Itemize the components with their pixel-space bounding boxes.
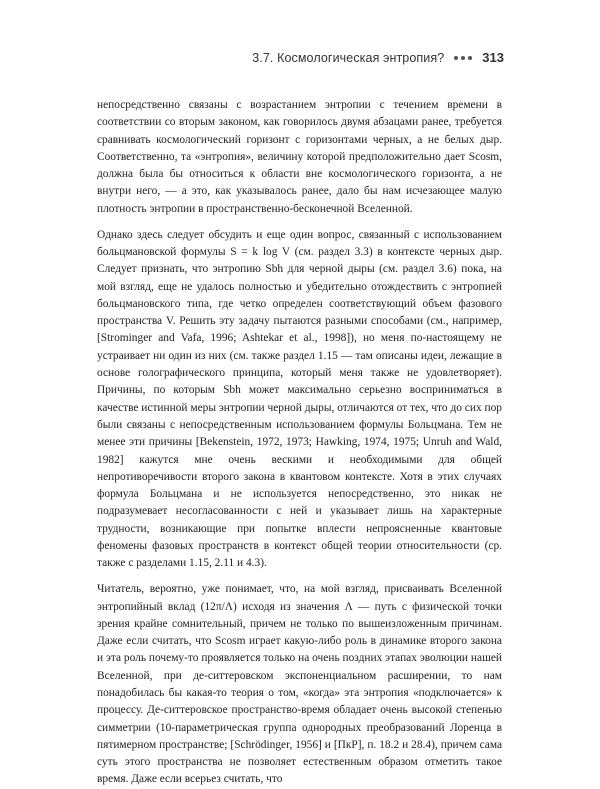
page-number: 313 [482, 50, 504, 65]
paragraph-1: непосредственно связаны с возрастанием энтропии с течением времени в соответствии со вторым законом, как говорилось двумя абзацами ранее, требуется сравнивать космологический горизонт с горизонтами черных, а не белых дыр. Соответственно, та «энтропия», величину которой предположительно дает Scosm, должна была бы относиться к области вне космологического горизонта, а не внутри него, — а это, как указывалось ранее, дало бы нам исчезающее малую плотность энтропии в пространственно-бесконечной Вселенной. [97, 99, 502, 215]
header-dots-ornament [454, 56, 472, 60]
section-title: 3.7. Космологическая энтропия? [252, 51, 445, 65]
paragraph-2: Однако здесь следует обсудить и еще один вопрос, связанный с использованием больцмановской формулы S = k log V (см. раздел 3.3) в контексте черных дыр. Следует признать, что энтропию Sbh для черной дыры (см. раздел 3.6) пока, на мой взгляд, еще не удалось полностью и убедительно отождествить с энтропией больцмановского типа, где четко определен соответствующий объем фазового пространства V. Решить эту задачу пытаются разными способами (см., например, [Strominger and Vafa, 1996; Ashtekar et al., 1998]), но меня по-настоящему не устраивает ни один из них (см. также раздел 1.15 — там описаны идеи, лежащие в основе голографического принципа, который меня также не удовлетворяет). Причины, по которым Sbh может максимально серьезно восприниматься в качестве истинной меры энтропии черной дыры, отличаются от тех, что до сих пор были связаны с непосредственным использованием формулы Больцмана. Тем не менее эти причины [Bekenstein, 1972, 1973; Hawking, 1974, 1975; Unruh and Wald, 1982] кажутся мне очень вескими и необходимыми для общей непротиворечивости второго закона в квантовом контексте. Хотя в этих случаях формула Больцмана и не используется непосредственно, это никак не подразумевает несогласованности с ней и указывает лишь на характерные трудности, возникающие при попытке вплести непроясненные квантовые феномены фазовых пространств в контекст общей теории относительности (ср. также с разделами 1.15, 2.11 и 4.3). [97, 228, 502, 570]
paragraph-3: Читатель, вероятно, уже понимает, что, на мой взгляд, присваивать Вселенной энтропийный вклад (12π/Λ) исходя из значения Λ — путь с физической точки зрения крайне сомнительный, причем не только по вышеизложенным причинам. Даже если считать, что Scosm играет какую-либо роль в динамике второго закона и эта роль почему-то проявляется только на очень поздних этапах эволюции нашей Вселенной, при де-ситтеровском экспоненциальном расширении, то нам понадобилась бы какая-то теория о том, «когда» эта энтропия «подключается» к процессу. Де-ситтеровское пространство-время обладает очень высокой степенью симметрии (10-параметрическая группа однородных преобразований Лоренца в пятимерном пространстве; [Schrödinger, 1956] и [ПкР], п. 18.2 и 28.4), причем сама суть этого пространства не позволяет естественным образом отметить такое время. Даже если всерьез считать, что [97, 583, 502, 786]
running-header [252, 50, 504, 65]
main-text [97, 97, 502, 789]
